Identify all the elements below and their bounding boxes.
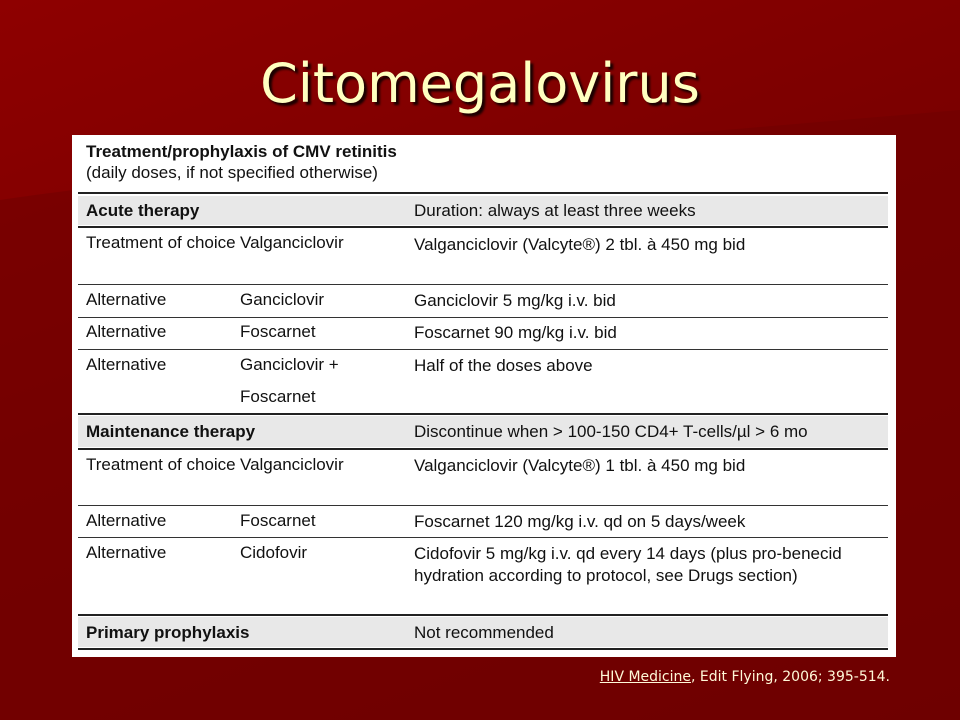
section-label: Primary prophylaxis — [86, 623, 250, 642]
row-category: Treatment of choice — [86, 455, 236, 474]
row-category: Alternative — [86, 543, 167, 562]
row-category: Alternative — [86, 511, 167, 530]
table-row — [78, 508, 888, 538]
table-row — [78, 540, 888, 612]
table-row — [78, 351, 888, 411]
row-divider — [78, 284, 888, 285]
citation — [600, 669, 890, 685]
row-drug-second: Foscarnet — [240, 387, 316, 406]
row-drug: Valganciclovir — [240, 455, 344, 474]
row-drug: Foscarnet — [240, 511, 316, 530]
table-row — [78, 231, 888, 283]
row-category: Alternative — [86, 290, 167, 309]
row-dosage: Half of the doses above — [414, 356, 593, 375]
row-dosage: Cidofovir 5 mg/kg i.v. qd every 14 days (plus pro-benecid hydration according to protocol, see Drugs section) — [414, 544, 842, 585]
table-title: Treatment/prophylaxis of CMV retinitis — [86, 142, 397, 161]
section-maintenance-therapy — [78, 416, 888, 447]
treatment-table — [72, 135, 896, 657]
rule — [78, 448, 888, 450]
section-primary-prophylaxis — [78, 617, 888, 647]
row-divider — [78, 317, 888, 318]
row-dosage: Ganciclovir 5 mg/kg i.v. bid — [414, 291, 616, 310]
table-row — [78, 320, 888, 350]
table-header — [72, 135, 896, 187]
rule — [78, 614, 888, 616]
row-dosage: Foscarnet 90 mg/kg i.v. bid — [414, 323, 617, 342]
row-drug: Ganciclovir — [240, 290, 325, 309]
row-divider — [78, 349, 888, 350]
section-label: Maintenance therapy — [86, 422, 256, 441]
section-label: Acute therapy — [86, 201, 200, 220]
section-note: Not recommended — [414, 623, 554, 642]
section-acute-therapy — [78, 196, 888, 225]
row-dosage: Valganciclovir (Valcyte®) 1 tbl. à 450 mg bid — [414, 456, 746, 475]
row-drug: Valganciclovir — [240, 233, 344, 252]
rule — [78, 226, 888, 228]
row-dosage: Foscarnet 120 mg/kg i.v. qd on 5 days/week — [414, 512, 746, 531]
row-divider — [78, 505, 888, 506]
table-row — [78, 287, 888, 317]
rule — [78, 192, 888, 194]
row-category: Treatment of choice — [86, 233, 236, 252]
row-category: Alternative — [86, 322, 167, 341]
citation-text: , Edit Flying, 2006; 395-514. — [691, 669, 890, 685]
section-note: Duration: always at least three weeks — [414, 201, 696, 220]
row-category: Alternative — [86, 355, 167, 374]
citation-link[interactable]: HIV Medicine — [599, 669, 692, 685]
slide-title: Citomegalovirus — [260, 52, 700, 115]
rule — [78, 648, 888, 650]
rule — [78, 413, 888, 415]
table-subtitle: (daily doses, if not specified otherwise) — [86, 163, 378, 182]
row-divider — [78, 537, 888, 538]
row-dosage: Valganciclovir (Valcyte®) 2 tbl. à 450 mg bid — [414, 235, 746, 254]
row-drug: Ganciclovir + — [240, 355, 339, 374]
row-drug: Foscarnet — [240, 322, 316, 341]
table-row — [78, 453, 888, 503]
section-note: Discontinue when > 100-150 CD4+ T-cells/µl > 6 mo — [414, 422, 808, 441]
row-drug: Cidofovir — [240, 543, 308, 562]
